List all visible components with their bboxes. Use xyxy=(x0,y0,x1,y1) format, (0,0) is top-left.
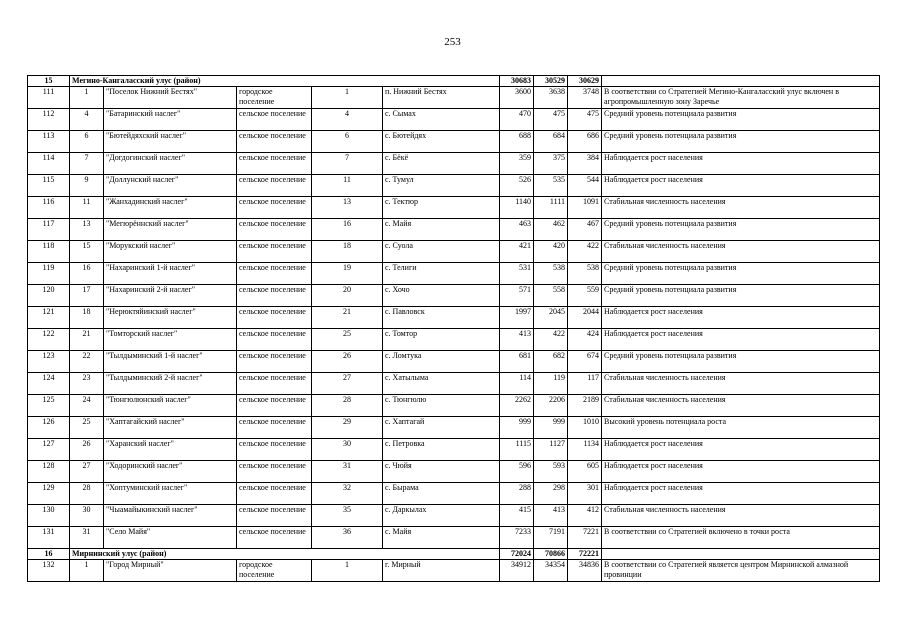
region-value-3: 30629 xyxy=(568,76,602,87)
settlement-name: с. Чюйя xyxy=(383,461,500,483)
assessment-note: Стабильная численность населения xyxy=(602,373,880,395)
municipality-number: 4 xyxy=(70,109,104,131)
population-2: 558 xyxy=(534,285,568,307)
population-2: 375 xyxy=(534,153,568,175)
population-1: 114 xyxy=(500,373,534,395)
population-2: 535 xyxy=(534,175,568,197)
assessment-note: Средний уровень потенциала развития xyxy=(602,131,880,153)
municipality-name: "Тылдыминский 2-й наслег" xyxy=(104,373,237,395)
population-1: 531 xyxy=(500,263,534,285)
assessment-note: Средний уровень потенциала развития xyxy=(602,109,880,131)
population-3: 422 xyxy=(568,241,602,263)
settlement-number: 1 xyxy=(312,87,383,109)
population-1: 288 xyxy=(500,483,534,505)
assessment-note: Наблюдается рост населения xyxy=(602,329,880,351)
municipality-type: сельское поселение xyxy=(237,395,312,417)
assessment-note: Средний уровень потенциала развития xyxy=(602,285,880,307)
population-3: 384 xyxy=(568,153,602,175)
settlement-name: с. Хатылыма xyxy=(383,373,500,395)
settlement-name: с. Хаптагай xyxy=(383,417,500,439)
settlement-name: с. Хочо xyxy=(383,285,500,307)
municipality-name: "Жанхадинский наслег" xyxy=(104,197,237,219)
municipality-number: 1 xyxy=(70,560,104,582)
municipality-type: сельское поселение xyxy=(237,219,312,241)
row-number: 118 xyxy=(28,241,70,263)
municipality-type: сельское поселение xyxy=(237,153,312,175)
region-number: 16 xyxy=(28,549,70,560)
assessment-note: Стабильная численность населения xyxy=(602,241,880,263)
settlement-number: 28 xyxy=(312,395,383,417)
settlement-name: с. Томтор xyxy=(383,329,500,351)
row-number: 114 xyxy=(28,153,70,175)
table-row xyxy=(28,197,880,219)
municipality-number: 16 xyxy=(70,263,104,285)
population-2: 999 xyxy=(534,417,568,439)
assessment-note: Средний уровень потенциала развития xyxy=(602,351,880,373)
settlement-name: с. Бырама xyxy=(383,483,500,505)
settlement-number: 1 xyxy=(312,560,383,582)
row-number: 122 xyxy=(28,329,70,351)
municipality-number: 31 xyxy=(70,527,104,549)
municipality-name: "Город Мирный" xyxy=(104,560,237,582)
municipality-name: "Нахаринский 1-й наслег" xyxy=(104,263,237,285)
settlement-number: 31 xyxy=(312,461,383,483)
municipality-name: "Морукский наслег" xyxy=(104,241,237,263)
population-3: 544 xyxy=(568,175,602,197)
municipality-number: 24 xyxy=(70,395,104,417)
settlement-name: с. Майя xyxy=(383,219,500,241)
assessment-note: Наблюдается рост населения xyxy=(602,175,880,197)
region-value-1: 72024 xyxy=(500,549,534,560)
settlement-name: с. Ломтука xyxy=(383,351,500,373)
municipality-number: 23 xyxy=(70,373,104,395)
row-number: 112 xyxy=(28,109,70,131)
municipality-number: 21 xyxy=(70,329,104,351)
settlement-number: 20 xyxy=(312,285,383,307)
municipality-name: "Бютейдяхский наслег" xyxy=(104,131,237,153)
settlement-name: с. Бютейдях xyxy=(383,131,500,153)
region-note xyxy=(602,549,880,560)
municipality-name: "Томторский наслег" xyxy=(104,329,237,351)
population-1: 413 xyxy=(500,329,534,351)
settlement-name: г. Мирный xyxy=(383,560,500,582)
table-row xyxy=(28,219,880,241)
municipality-type: сельское поселение xyxy=(237,241,312,263)
population-3: 412 xyxy=(568,505,602,527)
table-row xyxy=(28,131,880,153)
table-row xyxy=(28,307,880,329)
municipality-number: 15 xyxy=(70,241,104,263)
municipality-number: 28 xyxy=(70,483,104,505)
population-3: 559 xyxy=(568,285,602,307)
row-number: 123 xyxy=(28,351,70,373)
population-2: 7191 xyxy=(534,527,568,549)
population-1: 34912 xyxy=(500,560,534,582)
settlement-number: 6 xyxy=(312,131,383,153)
settlement-number: 29 xyxy=(312,417,383,439)
municipality-type: сельское поселение xyxy=(237,329,312,351)
population-1: 421 xyxy=(500,241,534,263)
municipality-name: "Доллунский наслег" xyxy=(104,175,237,197)
municipality-type: сельское поселение xyxy=(237,351,312,373)
municipality-type: городское поселение xyxy=(237,87,312,109)
municipality-number: 9 xyxy=(70,175,104,197)
settlement-name: с. Бёкё xyxy=(383,153,500,175)
population-3: 301 xyxy=(568,483,602,505)
assessment-note: Наблюдается рост населения xyxy=(602,461,880,483)
population-2: 298 xyxy=(534,483,568,505)
municipality-number: 27 xyxy=(70,461,104,483)
municipality-name: "Хоптуминский наслег" xyxy=(104,483,237,505)
population-2: 682 xyxy=(534,351,568,373)
table-row xyxy=(28,373,880,395)
table-row xyxy=(28,329,880,351)
population-1: 463 xyxy=(500,219,534,241)
municipality-type: сельское поселение xyxy=(237,285,312,307)
table-row xyxy=(28,241,880,263)
table-row xyxy=(28,417,880,439)
population-1: 1115 xyxy=(500,439,534,461)
row-number: 113 xyxy=(28,131,70,153)
settlement-number: 16 xyxy=(312,219,383,241)
row-number: 129 xyxy=(28,483,70,505)
population-3: 475 xyxy=(568,109,602,131)
municipality-number: 18 xyxy=(70,307,104,329)
region-header-row xyxy=(28,76,880,87)
municipality-type: сельское поселение xyxy=(237,439,312,461)
population-1: 999 xyxy=(500,417,534,439)
population-3: 424 xyxy=(568,329,602,351)
population-3: 1091 xyxy=(568,197,602,219)
settlement-number: 7 xyxy=(312,153,383,175)
assessment-note: Средний уровень потенциала развития xyxy=(602,219,880,241)
region-value-1: 30683 xyxy=(500,76,534,87)
municipality-type: сельское поселение xyxy=(237,483,312,505)
table-row xyxy=(28,175,880,197)
population-2: 1111 xyxy=(534,197,568,219)
municipality-type: сельское поселение xyxy=(237,373,312,395)
population-1: 7233 xyxy=(500,527,534,549)
assessment-note: Стабильная численность населения xyxy=(602,197,880,219)
municipality-name: "Хаптагайский наслег" xyxy=(104,417,237,439)
municipality-name: "Поселок Нижний Бестях" xyxy=(104,87,237,109)
population-3: 538 xyxy=(568,263,602,285)
population-2: 119 xyxy=(534,373,568,395)
population-2: 462 xyxy=(534,219,568,241)
assessment-note: Высокий уровень потенциала роста xyxy=(602,417,880,439)
population-3: 3748 xyxy=(568,87,602,109)
population-2: 34354 xyxy=(534,560,568,582)
municipality-type: сельское поселение xyxy=(237,461,312,483)
region-note xyxy=(602,76,880,87)
municipality-type: сельское поселение xyxy=(237,109,312,131)
municipality-name: "Батаринский наслег" xyxy=(104,109,237,131)
population-3: 686 xyxy=(568,131,602,153)
assessment-note: В соответствии со Стратегией Мегино-Кангаласский улус включен в агропромышленную зону Заречье xyxy=(602,87,880,109)
municipality-number: 22 xyxy=(70,351,104,373)
assessment-note: Наблюдается рост населения xyxy=(602,307,880,329)
table-row xyxy=(28,483,880,505)
settlement-number: 30 xyxy=(312,439,383,461)
row-number: 131 xyxy=(28,527,70,549)
row-number: 111 xyxy=(28,87,70,109)
row-number: 132 xyxy=(28,560,70,582)
municipality-number: 11 xyxy=(70,197,104,219)
settlement-number: 18 xyxy=(312,241,383,263)
population-2: 422 xyxy=(534,329,568,351)
municipality-type: сельское поселение xyxy=(237,417,312,439)
row-number: 127 xyxy=(28,439,70,461)
municipality-type: сельское поселение xyxy=(237,263,312,285)
table-row xyxy=(28,395,880,417)
settlement-name: с. Тумул xyxy=(383,175,500,197)
population-3: 1010 xyxy=(568,417,602,439)
table-row xyxy=(28,285,880,307)
municipality-type: сельское поселение xyxy=(237,175,312,197)
municipality-name: "Чыамайыкинский наслег" xyxy=(104,505,237,527)
population-2: 1127 xyxy=(534,439,568,461)
table-row xyxy=(28,527,880,549)
municipality-type: городское поселение xyxy=(237,560,312,582)
table-row xyxy=(28,153,880,175)
population-3: 605 xyxy=(568,461,602,483)
settlement-number: 21 xyxy=(312,307,383,329)
population-2: 2206 xyxy=(534,395,568,417)
population-1: 1997 xyxy=(500,307,534,329)
settlement-name: с. Сымах xyxy=(383,109,500,131)
assessment-note: Наблюдается рост населения xyxy=(602,153,880,175)
assessment-note: Наблюдается рост населения xyxy=(602,483,880,505)
municipality-name: "Тюнгюлюнский наслег" xyxy=(104,395,237,417)
municipality-type: сельское поселение xyxy=(237,197,312,219)
region-value-2: 30529 xyxy=(534,76,568,87)
municipality-type: сельское поселение xyxy=(237,505,312,527)
settlement-name: с. Павловск xyxy=(383,307,500,329)
municipality-name: "Мегюрённский наслег" xyxy=(104,219,237,241)
row-number: 125 xyxy=(28,395,70,417)
population-3: 2189 xyxy=(568,395,602,417)
municipality-number: 6 xyxy=(70,131,104,153)
settlement-name: с. Тектюр xyxy=(383,197,500,219)
population-2: 2045 xyxy=(534,307,568,329)
municipality-number: 13 xyxy=(70,219,104,241)
settlements-table xyxy=(27,75,880,582)
population-1: 470 xyxy=(500,109,534,131)
population-1: 596 xyxy=(500,461,534,483)
population-1: 1140 xyxy=(500,197,534,219)
population-1: 415 xyxy=(500,505,534,527)
table-row xyxy=(28,263,880,285)
population-3: 7221 xyxy=(568,527,602,549)
settlement-number: 36 xyxy=(312,527,383,549)
assessment-note: Стабильная численность населения xyxy=(602,505,880,527)
population-2: 420 xyxy=(534,241,568,263)
municipality-number: 7 xyxy=(70,153,104,175)
settlement-number: 19 xyxy=(312,263,383,285)
municipality-number: 30 xyxy=(70,505,104,527)
population-3: 117 xyxy=(568,373,602,395)
table-row xyxy=(28,439,880,461)
municipality-number: 26 xyxy=(70,439,104,461)
settlement-name: с. Суола xyxy=(383,241,500,263)
municipality-name: "Село Майя" xyxy=(104,527,237,549)
settlement-number: 13 xyxy=(312,197,383,219)
row-number: 126 xyxy=(28,417,70,439)
population-1: 2262 xyxy=(500,395,534,417)
settlement-number: 32 xyxy=(312,483,383,505)
population-2: 538 xyxy=(534,263,568,285)
row-number: 116 xyxy=(28,197,70,219)
municipality-type: сельское поселение xyxy=(237,131,312,153)
row-number: 117 xyxy=(28,219,70,241)
population-1: 681 xyxy=(500,351,534,373)
population-1: 571 xyxy=(500,285,534,307)
settlement-number: 25 xyxy=(312,329,383,351)
population-3: 467 xyxy=(568,219,602,241)
row-number: 124 xyxy=(28,373,70,395)
population-2: 475 xyxy=(534,109,568,131)
population-3: 1134 xyxy=(568,439,602,461)
population-2: 413 xyxy=(534,505,568,527)
settlement-number: 26 xyxy=(312,351,383,373)
row-number: 115 xyxy=(28,175,70,197)
population-2: 593 xyxy=(534,461,568,483)
settlement-name: с. Петровка xyxy=(383,439,500,461)
population-1: 3600 xyxy=(500,87,534,109)
population-1: 359 xyxy=(500,153,534,175)
region-value-3: 72221 xyxy=(568,549,602,560)
municipality-type: сельское поселение xyxy=(237,527,312,549)
population-2: 684 xyxy=(534,131,568,153)
settlement-name: с. Майя xyxy=(383,527,500,549)
table-row xyxy=(28,87,880,109)
region-name: Мегино-Кангаласский улус (район) xyxy=(70,76,500,87)
municipality-number: 17 xyxy=(70,285,104,307)
row-number: 130 xyxy=(28,505,70,527)
population-3: 674 xyxy=(568,351,602,373)
table-row xyxy=(28,505,880,527)
municipality-name: "Нахаринский 2-й наслег" xyxy=(104,285,237,307)
page-number: 253 xyxy=(444,36,461,48)
settlement-name: п. Нижний Бестях xyxy=(383,87,500,109)
population-1: 526 xyxy=(500,175,534,197)
settlement-number: 4 xyxy=(312,109,383,131)
region-header-row xyxy=(28,549,880,560)
region-name: Мирнинский улус (район) xyxy=(70,549,500,560)
table-row xyxy=(28,351,880,373)
settlement-name: с. Даркылах xyxy=(383,505,500,527)
municipality-number: 1 xyxy=(70,87,104,109)
settlement-name: с. Телиги xyxy=(383,263,500,285)
population-3: 34836 xyxy=(568,560,602,582)
municipality-name: "Харанский наслег" xyxy=(104,439,237,461)
municipality-name: "Тылдыминский 1-й наслег" xyxy=(104,351,237,373)
settlement-name: с. Тюнгюлю xyxy=(383,395,500,417)
assessment-note: Средний уровень потенциала развития xyxy=(602,263,880,285)
population-1: 688 xyxy=(500,131,534,153)
row-number: 128 xyxy=(28,461,70,483)
settlement-number: 11 xyxy=(312,175,383,197)
assessment-note: В соответствии со Стратегией является центром Мирнинской алмазной провинции xyxy=(602,560,880,582)
table-row xyxy=(28,560,880,582)
settlement-number: 27 xyxy=(312,373,383,395)
population-3: 2044 xyxy=(568,307,602,329)
row-number: 119 xyxy=(28,263,70,285)
population-2: 3638 xyxy=(534,87,568,109)
municipality-number: 25 xyxy=(70,417,104,439)
table-row xyxy=(28,461,880,483)
municipality-type: сельское поселение xyxy=(237,307,312,329)
assessment-note: Стабильная численность населения xyxy=(602,395,880,417)
municipality-name: "Ходоринский наслег" xyxy=(104,461,237,483)
settlement-number: 35 xyxy=(312,505,383,527)
region-value-2: 70866 xyxy=(534,549,568,560)
row-number: 120 xyxy=(28,285,70,307)
table-row xyxy=(28,109,880,131)
assessment-note: Наблюдается рост населения xyxy=(602,439,880,461)
region-number: 15 xyxy=(28,76,70,87)
assessment-note: В соответствии со Стратегией включено в точки роста xyxy=(602,527,880,549)
row-number: 121 xyxy=(28,307,70,329)
municipality-name: "Догдогинский наслег" xyxy=(104,153,237,175)
municipality-name: "Нерюктяйинский наслег" xyxy=(104,307,237,329)
